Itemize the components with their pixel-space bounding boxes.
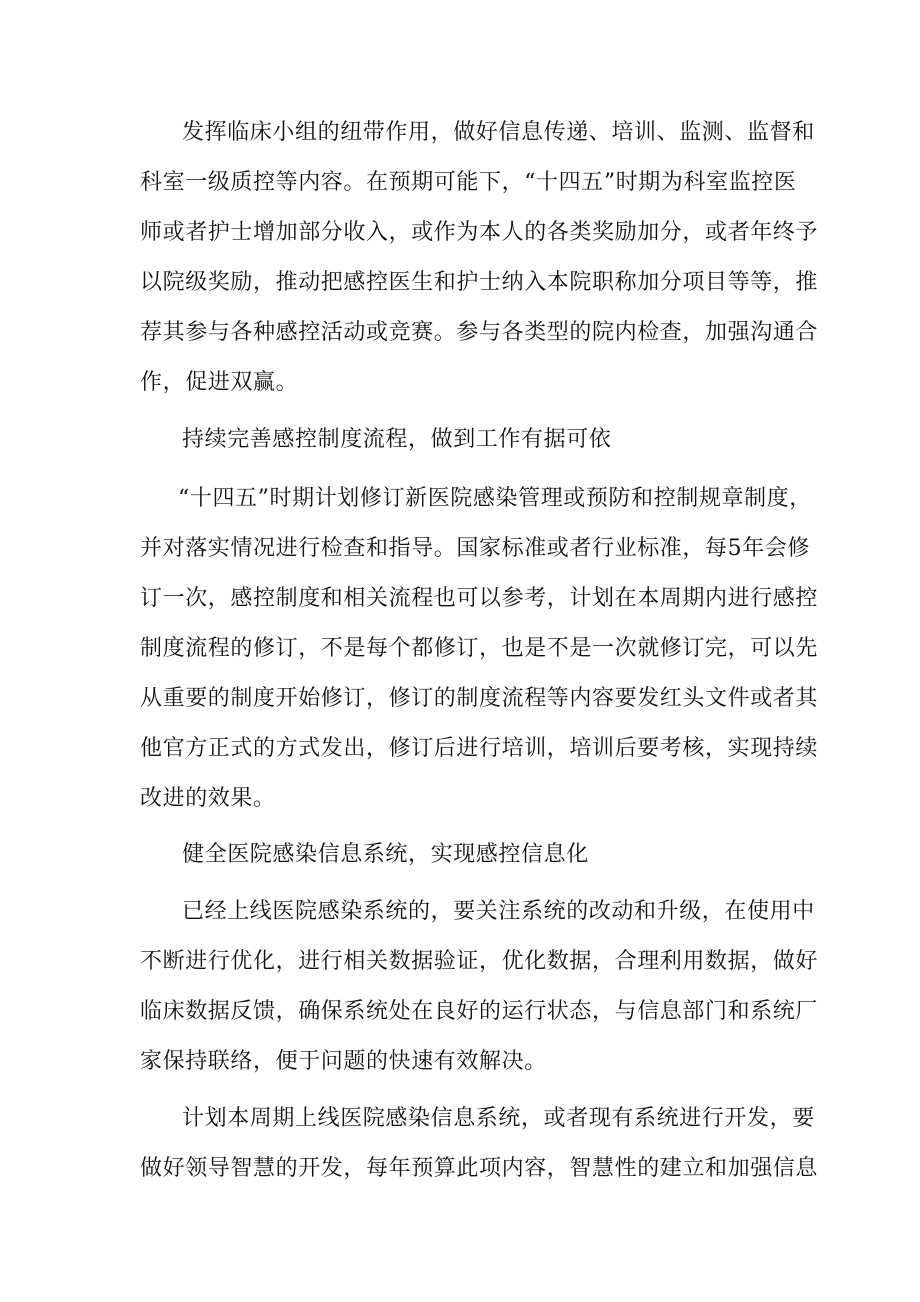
paragraph-3-line-3: 临床数据反馈，确保系统处在良好的运行状态，与信息部门和系统厂 xyxy=(140,999,819,1024)
paragraph-1-line-4: 以院级奖励，推动把感控医生和护士纳入本院职称加分项目等等，推 xyxy=(140,270,819,295)
paragraph-1-line-5: 荐其参与各种感控活动或竞赛。参与各类型的院内检查，加强沟通合 xyxy=(140,320,819,345)
paragraph-2-line-6: 他官方正式的方式发出，修订后进行培训，培训后要考核，实现持续 xyxy=(140,736,819,761)
paragraph-2-line-7: 改进的效果。 xyxy=(140,786,276,811)
section-heading-1: 持续完善感控制度流程，做到工作有据可依 xyxy=(182,427,612,452)
paragraph-2-line-5: 从重要的制度开始修订，修订的制度流程等内容要发红头文件或者其 xyxy=(140,686,819,711)
paragraph-4-line-1: 计划本周期上线医院感染信息系统，或者现有系统进行开发，要 xyxy=(182,1106,815,1131)
paragraph-3-line-2: 不断进行优化，进行相关数据验证，优化数据，合理利用数据，做好 xyxy=(140,949,819,974)
paragraph-3-line-4: 家保持联络，便于问题的快速有效解决。 xyxy=(140,1049,547,1074)
paragraph-2-line-2: 并对落实情况进行检查和指导。国家标准或者行业标准，每5年会修 xyxy=(140,536,810,561)
paragraph-2-line-1: “十四五”时期计划修订新医院感染管理或预防和控制规章制度， xyxy=(178,486,812,511)
paragraph-2-line-4: 制度流程的修订，不是每个都修订，也是不是一次就修订完，可以先 xyxy=(140,636,819,661)
paragraph-1-line-1: 发挥临床小组的纽带作用，做好信息传递、培训、监测、监督和 xyxy=(182,120,815,145)
paragraph-3-line-1: 已经上线医院感染系统的，要关注系统的改动和升级，在使用中 xyxy=(182,899,815,924)
paragraph-1-line-3: 师或者护士增加部分收入，或作为本人的各类奖励加分，或者年终予 xyxy=(140,220,819,245)
section-heading-2: 健全医院感染信息系统，实现感控信息化 xyxy=(182,842,589,867)
paragraph-4-line-2: 做好领导智慧的开发，每年预算此项内容，智慧性的建立和加强信息 xyxy=(140,1156,819,1181)
paragraph-1-line-6: 作，促进双赢。 xyxy=(140,370,299,395)
paragraph-2-line-3: 订一次，感控制度和相关流程也可以参考，计划在本周期内进行感控 xyxy=(140,586,819,611)
paragraph-1-line-2: 科室一级质控等内容。在预期可能下，“十四五”时期为科室监控医 xyxy=(140,170,797,195)
